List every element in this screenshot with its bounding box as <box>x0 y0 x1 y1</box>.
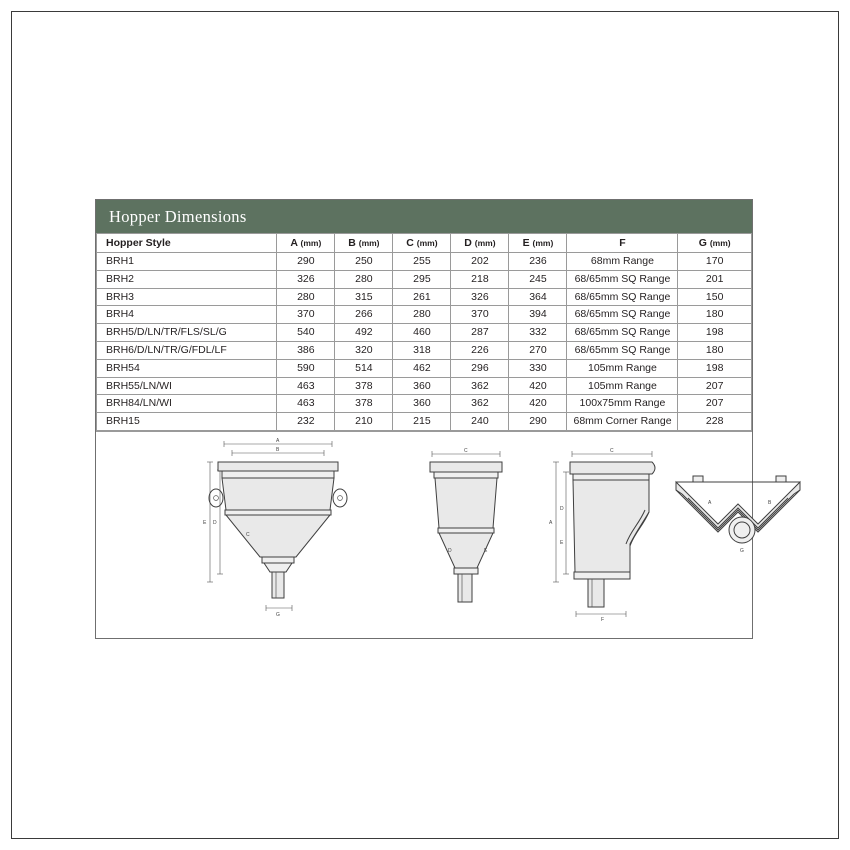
cell-b: 210 <box>335 413 393 431</box>
table-row <box>97 395 752 413</box>
cell-a: 540 <box>277 324 335 342</box>
cell-a: 232 <box>277 413 335 431</box>
column-header-a-unit: (mm) <box>300 238 322 248</box>
svg-text:A: A <box>708 499 712 506</box>
cell-b: 320 <box>335 341 393 359</box>
column-header-f-label: F <box>619 237 626 249</box>
column-header-a-label: A <box>290 237 298 249</box>
cell-d: 240 <box>451 413 509 431</box>
cell-f: 68/65mm SQ Range <box>567 341 678 359</box>
cell-g: 150 <box>678 288 752 306</box>
cell-g: 207 <box>678 395 752 413</box>
column-header-d-label: D <box>464 237 472 249</box>
column-header-c-unit: (mm) <box>416 238 438 248</box>
cell-g: 170 <box>678 253 752 271</box>
column-header-style <box>97 234 277 253</box>
svg-text:A: A <box>549 519 553 526</box>
cell-b: 250 <box>335 253 393 271</box>
cell-hopper-style: BRH6/D/LN/TR/G/FDL/LF <box>97 341 277 359</box>
column-header-c-label: C <box>406 237 414 249</box>
column-header-c <box>393 234 451 253</box>
cell-f: 68/65mm SQ Range <box>567 270 678 288</box>
hopper-section-elevation <box>549 448 655 623</box>
cell-g: 207 <box>678 377 752 395</box>
cell-b: 514 <box>335 359 393 377</box>
cell-c: 360 <box>393 377 451 395</box>
hopper-side-elevation <box>430 448 502 602</box>
svg-text:G: G <box>276 611 280 618</box>
cell-c: 462 <box>393 359 451 377</box>
cell-e: 364 <box>509 288 567 306</box>
column-header-a <box>277 234 335 253</box>
cell-b: 315 <box>335 288 393 306</box>
cell-g: 228 <box>678 413 752 431</box>
svg-text:C: C <box>464 447 468 454</box>
table-row <box>97 270 752 288</box>
cell-a: 280 <box>277 288 335 306</box>
cell-a: 463 <box>277 395 335 413</box>
table-row <box>97 341 752 359</box>
cell-g: 180 <box>678 341 752 359</box>
column-header-f <box>567 234 678 253</box>
column-header-d <box>451 234 509 253</box>
cell-e: 332 <box>509 324 567 342</box>
cell-d: 218 <box>451 270 509 288</box>
page-title: Hopper Dimensions <box>109 206 247 226</box>
cell-hopper-style: BRH4 <box>97 306 277 324</box>
cell-c: 460 <box>393 324 451 342</box>
column-header-b-label: B <box>348 237 356 249</box>
cell-f: 100x75mm Range <box>567 395 678 413</box>
column-header-g-label: G <box>698 237 707 249</box>
cell-c: 360 <box>393 395 451 413</box>
column-header-b-unit: (mm) <box>358 238 380 248</box>
column-header-e-unit: (mm) <box>532 238 554 248</box>
cell-c: 255 <box>393 253 451 271</box>
column-header-e-label: E <box>522 237 530 249</box>
cell-hopper-style: BRH1 <box>97 253 277 271</box>
cell-a: 463 <box>277 377 335 395</box>
cell-b: 492 <box>335 324 393 342</box>
table-row <box>97 413 752 431</box>
cell-f: 68/65mm SQ Range <box>567 324 678 342</box>
svg-text:F: F <box>601 616 605 623</box>
cell-d: 226 <box>451 341 509 359</box>
cell-c: 295 <box>393 270 451 288</box>
cell-hopper-style: BRH3 <box>97 288 277 306</box>
cell-hopper-style: BRH55/LN/WI <box>97 377 277 395</box>
table-row <box>97 359 752 377</box>
hopper-front-elevation <box>203 438 347 618</box>
hopper-dimensions-card <box>95 199 772 639</box>
svg-text:B: B <box>276 446 280 453</box>
column-header-d-unit: (mm) <box>474 238 496 248</box>
cell-e: 420 <box>509 377 567 395</box>
cell-f: 68mm Corner Range <box>567 413 678 431</box>
table-row <box>97 324 752 342</box>
cell-b: 378 <box>335 377 393 395</box>
cell-c: 215 <box>393 413 451 431</box>
svg-text:C: C <box>610 447 614 454</box>
svg-text:D: D <box>560 505 564 512</box>
svg-text:E: E <box>560 539 564 546</box>
cell-a: 290 <box>277 253 335 271</box>
cell-a: 386 <box>277 341 335 359</box>
cell-d: 326 <box>451 288 509 306</box>
cell-e: 245 <box>509 270 567 288</box>
table-row <box>97 253 752 271</box>
cell-c: 261 <box>393 288 451 306</box>
svg-text:D: D <box>213 519 217 526</box>
cell-a: 326 <box>277 270 335 288</box>
cell-g: 198 <box>678 359 752 377</box>
svg-text:E: E <box>484 547 488 554</box>
svg-text:C: C <box>246 531 250 538</box>
cell-b: 266 <box>335 306 393 324</box>
card-header <box>96 200 752 233</box>
cell-e: 290 <box>509 413 567 431</box>
cell-c: 280 <box>393 306 451 324</box>
cell-f: 68mm Range <box>567 253 678 271</box>
cell-f: 68/65mm SQ Range <box>567 288 678 306</box>
cell-e: 330 <box>509 359 567 377</box>
cell-d: 362 <box>451 395 509 413</box>
cell-d: 362 <box>451 377 509 395</box>
cell-b: 280 <box>335 270 393 288</box>
table-header-row <box>97 234 752 253</box>
table-row <box>97 306 752 324</box>
cell-f: 105mm Range <box>567 377 678 395</box>
cell-e: 270 <box>509 341 567 359</box>
svg-text:E: E <box>203 519 207 526</box>
cell-g: 198 <box>678 324 752 342</box>
svg-text:B: B <box>768 499 772 506</box>
cell-hopper-style: BRH15 <box>97 413 277 431</box>
cell-hopper-style: BRH54 <box>97 359 277 377</box>
column-header-g <box>678 234 752 253</box>
cell-c: 318 <box>393 341 451 359</box>
cell-a: 590 <box>277 359 335 377</box>
cell-hopper-style: BRH2 <box>97 270 277 288</box>
cell-d: 296 <box>451 359 509 377</box>
column-header-style-label: Hopper Style <box>106 237 171 249</box>
svg-text:G: G <box>740 547 744 554</box>
cell-f: 105mm Range <box>567 359 678 377</box>
cell-g: 201 <box>678 270 752 288</box>
cell-g: 180 <box>678 306 752 324</box>
cell-d: 370 <box>451 306 509 324</box>
cell-a: 370 <box>277 306 335 324</box>
drawings-panel <box>96 431 772 626</box>
cell-e: 394 <box>509 306 567 324</box>
cell-e: 420 <box>509 395 567 413</box>
svg-text:A: A <box>276 437 280 444</box>
cell-f: 68/65mm SQ Range <box>567 306 678 324</box>
column-header-b <box>335 234 393 253</box>
cell-e: 236 <box>509 253 567 271</box>
column-header-g-unit: (mm) <box>709 238 731 248</box>
cell-b: 378 <box>335 395 393 413</box>
svg-text:D: D <box>448 547 452 554</box>
table-row <box>97 288 752 306</box>
hopper-dimensions-table <box>96 233 752 431</box>
cell-d: 287 <box>451 324 509 342</box>
cell-hopper-style: BRH84/LN/WI <box>97 395 277 413</box>
column-header-e <box>509 234 567 253</box>
cell-hopper-style: BRH5/D/LN/TR/FLS/SL/G <box>97 324 277 342</box>
cell-d: 202 <box>451 253 509 271</box>
table-row <box>97 377 752 395</box>
